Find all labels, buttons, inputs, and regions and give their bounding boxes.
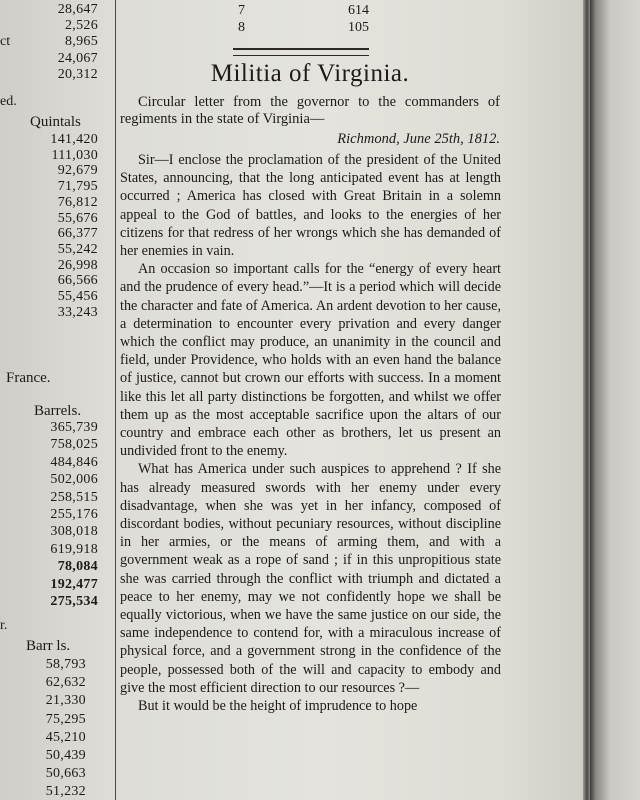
quintals-value: 55,456 [57,289,98,304]
top-number: 2,526 [65,18,98,34]
barrels-value: 365,739 [50,420,98,435]
barrels-value: 758,025 [50,437,98,453]
text-fragment: r. [0,618,8,633]
barrels-value: 192,477 [50,576,98,592]
top-row-2-right: 105 [348,20,369,35]
quintals-value: 76,812 [57,194,98,210]
adjacent-page-edge [590,0,640,800]
quintals-value: 111,030 [51,147,98,163]
top-number: 28,647 [57,2,98,17]
quintals-value: 55,676 [57,210,98,226]
article-body [120,151,501,715]
france-label: France. [6,370,51,386]
quintals-value: 55,242 [57,241,98,257]
quintals-value: 71,795 [57,179,98,195]
top-row-2-left: 8 [238,20,245,35]
quintals-value: 33,243 [57,304,98,320]
barrels-value-2: 58,793 [45,657,86,672]
top-number: 24,067 [57,50,98,66]
quintals-value: 92,679 [57,163,98,179]
text-fragment: ct [0,34,11,49]
barrels-value-2: 50,439 [45,748,86,763]
barrels-value: 308,018 [50,524,98,540]
quintals-header: Quintals [30,114,81,130]
barrels-header: Barrels. [34,403,82,419]
barrels-value: 258,515 [50,489,98,505]
barrels-value: 502,006 [50,472,98,488]
column-rule [115,0,116,800]
paragraph-3: What has America under such auspices to apprehend ? If she has already measured swords with her enemy under every disadvantage, when she was yet in her infancy, composed of discordant bodies, without pecuniary resources, without discipline in her armies, or the means of arming them, and with a government weak as a rope of sand ; if in this unpropitious state she was carried through the conflict with triumph and dictated a peace to her enemy, may we not confidently hope we shall be equally victorious, when we have the same justice on our side, the same independence to contend for, with a miraculous increase of physical force, and a government strong in the confidence of the people, possessed both of the will and capacity to embody and give the most efficient direction to our resources ?— [120,461,501,696]
paragraph-2: An occasion so important calls for the “energy of every heart and the prudence of every head.”—It is a period which will decide the character and fate of America. An ardent devotion to her cause, a determination to encounter every privation and every danger which the conflict may produce, an unanimity in the council and field, under Providence, who holds with an even hand the balance of justice, cannot but crown our efforts with success. In a moment like this let all party distinctions be forgotten, and whilst we offer them up as the most acceptable sacrifice upon the altars of our country and embrace each other as brothers, let us present an undivided front to the enemy. [120,261,501,460]
article-title: Militia of Virginia. [210,60,410,87]
quintals-value: 66,377 [57,226,98,242]
text-fragment: ed. [0,94,17,109]
paragraph-1: Sir—I enclose the proclamation of the president of the United States, announcing, that the long anticipated event has at length occurred ; America has closed with Great Britain in a solemn appeal to the God of battles, and looks to the energies of her citizens for that redress of her wrongs which she has demanded of her enemies in vain. [120,152,501,260]
barrels-value-2: 62,632 [45,675,86,691]
barrels-value: 484,846 [50,454,98,470]
barrels-value: 619,918 [50,541,98,557]
section-divider [233,48,369,56]
barrels-value-2: 45,210 [45,729,86,745]
top-row-1-right: 614 [348,3,369,18]
article-caption: Circular letter from the governor to the commanders of regiments in the state of Virginia— [120,94,500,127]
barrels-value: 78,084 [57,559,98,575]
article-dateline: Richmond, June 25th, 1812. [337,131,500,147]
left-column-statistics [0,0,112,800]
barrels-value-2: 21,330 [45,693,86,709]
barrels-value-2: 75,295 [45,711,86,727]
barrels-value-2: 51,232 [45,784,86,800]
top-row-1-left: 7 [238,3,245,18]
barrels-header-2: Barr ls. [26,638,71,654]
quintals-value: 66,566 [57,273,98,289]
barrels-value: 255,176 [50,507,98,522]
top-number: 8,965 [65,34,98,50]
cut-line: But it would be the height of imprudence to hope [138,698,418,715]
right-column-article [120,0,582,800]
barrels-value-2: 50,663 [45,766,86,782]
quintals-value: 141,420 [50,132,98,147]
barrels-value: 275,534 [50,594,98,609]
quintals-value: 26,998 [57,257,98,273]
top-number: 20,312 [57,66,98,82]
